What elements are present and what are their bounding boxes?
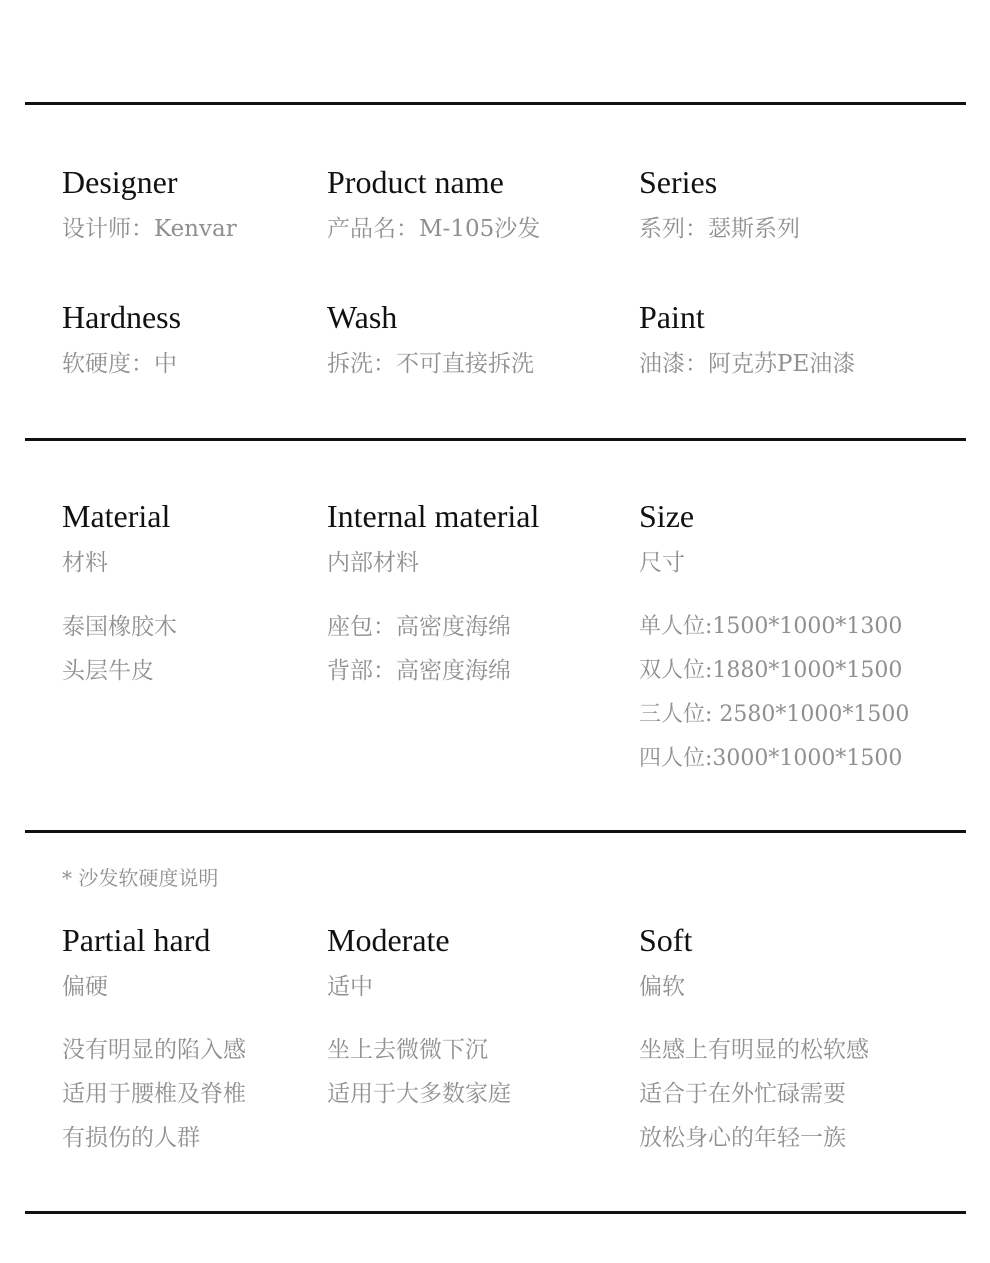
size-line: 四人位:3000*1000*1500 — [639, 746, 903, 771]
material-line: 头层牛皮 — [62, 658, 154, 684]
divider-bottom — [25, 1211, 966, 1214]
paint-value: 油漆：阿克苏PE油漆 — [639, 351, 856, 377]
designer-heading: Designer — [62, 164, 178, 200]
moderate-line: 适用于大多数家庭 — [327, 1081, 511, 1107]
internal-material-heading: Internal material — [327, 498, 540, 534]
soft-subtitle: 偏软 — [639, 974, 685, 1000]
designer-value: 设计师：Kenvar — [62, 216, 237, 242]
size-line: 单人位:1500*1000*1300 — [639, 614, 903, 639]
moderate-heading: Moderate — [327, 922, 450, 958]
series-heading: Series — [639, 164, 718, 200]
paint-heading: Paint — [639, 299, 705, 335]
wash-heading: Wash — [327, 299, 398, 335]
size-line: 三人位: 2580*1000*1500 — [639, 702, 910, 727]
product-name-value: 产品名：M-105沙发 — [327, 216, 541, 242]
hardness-value: 软硬度：中 — [62, 351, 177, 377]
internal-material-subtitle: 内部材料 — [327, 550, 419, 576]
size-subtitle: 尺寸 — [639, 550, 685, 576]
partial-hard-line: 有损伤的人群 — [62, 1125, 200, 1151]
partial-hard-line: 适用于腰椎及脊椎 — [62, 1081, 246, 1107]
internal-material-line: 座包：高密度海绵 — [327, 614, 511, 640]
moderate-description — [327, 1028, 511, 1116]
divider-materials — [25, 830, 966, 833]
product-name-heading: Product name — [327, 164, 504, 200]
material-subtitle: 材料 — [62, 550, 108, 576]
partial-hard-line: 没有明显的陷入感 — [62, 1037, 246, 1063]
size-line: 双人位:1880*1000*1500 — [639, 658, 903, 683]
wash-value: 拆洗：不可直接拆洗 — [327, 351, 534, 377]
divider-top — [25, 102, 966, 105]
soft-line: 放松身心的年轻一族 — [639, 1125, 846, 1151]
size-list — [639, 605, 909, 781]
soft-line: 适合于在外忙碌需要 — [639, 1081, 846, 1107]
material-heading: Material — [62, 498, 171, 534]
soft-description — [639, 1028, 869, 1160]
internal-material-list — [327, 605, 511, 693]
partial-hard-description — [62, 1028, 246, 1160]
partial-hard-heading: Partial hard — [62, 922, 211, 958]
hardness-note: * 沙发软硬度说明 — [62, 866, 219, 890]
soft-heading: Soft — [639, 922, 693, 958]
material-line: 泰国橡胶木 — [62, 614, 177, 640]
moderate-subtitle: 适中 — [327, 974, 373, 1000]
series-value: 系列：瑟斯系列 — [639, 216, 800, 242]
hardness-heading: Hardness — [62, 299, 182, 335]
partial-hard-subtitle: 偏硬 — [62, 974, 108, 1000]
size-heading: Size — [639, 498, 695, 534]
material-list — [62, 605, 177, 693]
internal-material-line: 背部：高密度海绵 — [327, 658, 511, 684]
moderate-line: 坐上去微微下沉 — [327, 1037, 488, 1063]
divider-specs — [25, 438, 966, 441]
soft-line: 坐感上有明显的松软感 — [639, 1037, 869, 1063]
